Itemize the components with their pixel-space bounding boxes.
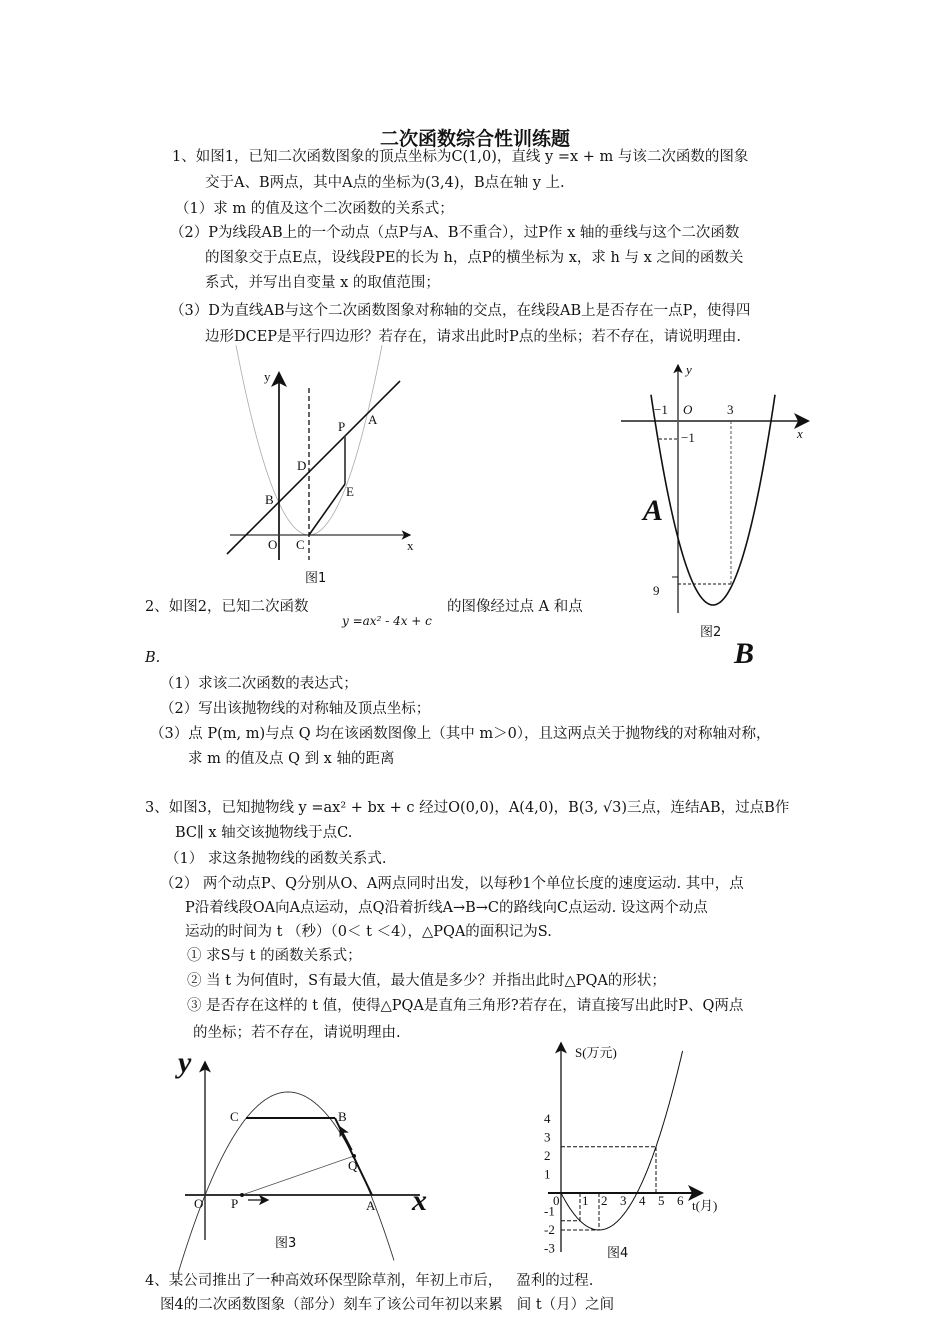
segment-pq bbox=[242, 1156, 354, 1195]
q3-part1: （1） 求这条抛物线的函数关系式. bbox=[165, 851, 387, 867]
q3-sub1: ① 求S与 t 的函数关系式； bbox=[187, 948, 362, 964]
q3-line: 的坐标；若不存在，请说明理由. bbox=[193, 1025, 401, 1041]
q1-part2: （2）P为线段AB上的一个动点（点P与A、B不重合），过P作 x 轴的垂线与这个二次函数 bbox=[170, 225, 740, 241]
y-tick-label: 3 bbox=[544, 1129, 551, 1145]
label-neg1: −1 bbox=[654, 402, 668, 417]
q3-sub2: ② 当 t 为何值时，S有最大值，最大值是多少？并指出此时△PQA的形状； bbox=[187, 973, 666, 989]
x-tick-label: 3 bbox=[620, 1193, 627, 1208]
label-a: A bbox=[366, 1198, 376, 1213]
page-title: 二次函数综合性训练题 bbox=[379, 128, 570, 150]
label-p: P bbox=[338, 419, 346, 434]
q4-line1b: 盈利的过程. bbox=[516, 1273, 594, 1289]
label-q: Q bbox=[348, 1158, 358, 1173]
x-tick-label: 0 bbox=[553, 1193, 560, 1208]
q4-line1a: 4、某公司推出了一种高效环保型除草剂，年初上市后， bbox=[145, 1273, 503, 1289]
q3-line: BC∥ x 轴交该抛物线于点C. bbox=[175, 825, 353, 841]
label-3: 3 bbox=[727, 402, 734, 417]
q3-line: P沿着线段OA向A点运动，点Q沿着折线A→B→C的路线向C点运动. 设这两个动点 bbox=[185, 900, 708, 916]
label-x: x bbox=[412, 1184, 427, 1217]
label-d: D bbox=[297, 458, 307, 473]
q2-part2: （2）写出该抛物线的对称轴及顶点坐标； bbox=[160, 701, 431, 717]
q2-part1: （1）求该二次函数的表达式； bbox=[160, 676, 358, 692]
x-tick-label: 2 bbox=[601, 1193, 608, 1208]
label-o: O bbox=[268, 537, 278, 552]
q2-line: 求 m 的值及点 Q 到 x 轴的距离 bbox=[188, 751, 395, 767]
figure-caption: 图2 bbox=[700, 625, 722, 640]
label-c: C bbox=[230, 1109, 239, 1124]
parabola-curve bbox=[651, 395, 775, 605]
label-a: A bbox=[643, 494, 664, 527]
dashed-guides bbox=[561, 1147, 656, 1230]
label-y: y bbox=[178, 1046, 192, 1079]
q2-intro-end: 的图像经过点 A 和点 bbox=[447, 599, 583, 615]
label-a: A bbox=[368, 412, 378, 427]
q3-part2: （2） 两个动点P、Q分别从O、A两点同时出发，以每秒1个单位长度的速度运动. 其中，点 bbox=[160, 876, 744, 892]
q1-line: 边形DCEP是平行四边形？若存在，请求出此时P点的坐标；若不存在，请说明理由. bbox=[205, 329, 741, 345]
figure-1 bbox=[227, 345, 414, 586]
q4-line2a: 图4的二次函数图象（部分）刻车了该公司年初以来累 bbox=[160, 1297, 503, 1313]
y-tick-label: 1 bbox=[544, 1166, 551, 1182]
figure-4 bbox=[544, 1043, 717, 1261]
label-c: C bbox=[296, 537, 305, 552]
arrow-q bbox=[340, 1127, 352, 1150]
y-tick-label: -1 bbox=[544, 1203, 555, 1219]
label-e: E bbox=[346, 484, 354, 499]
q3-line: 3、如图3，已知抛物线 y =ax² + bx + c 经过O(0,0)，A(4,0)，B(3, √3)三点，连结AB，过点B作 bbox=[145, 800, 790, 816]
q4-line2b: 间 t（月）之间 bbox=[516, 1297, 615, 1313]
y-tick-label: 4 bbox=[544, 1111, 551, 1126]
label-b: B bbox=[265, 492, 274, 507]
q3-line: 运动的时间为 t （秒）（0＜ t ＜4），△PQA的面积记为S. bbox=[185, 924, 552, 940]
q1-line: 系式，并写出自变量 x 的取值范围； bbox=[205, 275, 440, 291]
figure-2 bbox=[621, 362, 808, 670]
x-tick-label: 1 bbox=[582, 1193, 589, 1208]
figure-caption: 图3 bbox=[275, 1236, 297, 1251]
figure-3 bbox=[175, 1046, 427, 1274]
label-b: B bbox=[734, 637, 755, 670]
label-b: B bbox=[338, 1109, 347, 1124]
q1-line: 的图象交于点E点，设线段PE的长为 h，点P的横坐标为 x，求 h 与 x 之间的函数关 bbox=[205, 250, 744, 266]
q2-intro: 2、如图2，已知二次函数 bbox=[145, 599, 309, 615]
label-y: y bbox=[686, 362, 692, 377]
label-p: P bbox=[231, 1196, 239, 1211]
q3-sub3: ③ 是否存在这样的 t 值，使得△PQA是直角三角形?若存在，请直接写出此时P、Q两点 bbox=[187, 998, 744, 1014]
label-9: 9 bbox=[653, 583, 660, 598]
figure-caption: 图1 bbox=[305, 571, 327, 586]
q1-part3: （3）D为直线AB与这个二次函数图象对称轴的交点，在线段AB上是否存在一点P，使得四 bbox=[170, 303, 751, 319]
x-tick-label: 4 bbox=[639, 1193, 646, 1208]
point-p bbox=[240, 1193, 244, 1197]
label-o: O bbox=[683, 402, 693, 417]
x-tick-label: 6 bbox=[677, 1193, 684, 1208]
label-o: O bbox=[194, 1196, 204, 1211]
label-y: y bbox=[264, 369, 271, 384]
q2-intro-cont: B. bbox=[145, 650, 161, 666]
tick-labels bbox=[544, 1111, 684, 1256]
label-x: x bbox=[407, 538, 414, 553]
label-x: x bbox=[797, 426, 803, 441]
q1-line: 交于A、B两点，其中A点的坐标为(3,4)，B点在轴 y 上. bbox=[205, 175, 565, 191]
y-tick-label: 2 bbox=[544, 1148, 551, 1163]
x-tick-label: 5 bbox=[658, 1193, 665, 1208]
q1-part1: （1）求 m 的值及这个二次函数的关系式； bbox=[175, 201, 454, 217]
y-tick-label: -2 bbox=[544, 1222, 555, 1237]
q2-formula: y =ax² - 4x + c bbox=[342, 614, 432, 628]
q1-line: 1、如图1，已知二次函数图象的顶点坐标为C(1,0)，直线 y =x + m 与该二次函数的图象 bbox=[172, 149, 749, 165]
q2-part3: （3）点 P(m, m)与点 Q 均在该函数图像上（其中 m＞0），且这两点关于抛物线的对称轴对称， bbox=[150, 726, 771, 742]
label-neg1: −1 bbox=[681, 430, 695, 445]
x-axis-label: t(月) bbox=[692, 1198, 718, 1213]
y-tick-label: -3 bbox=[544, 1240, 555, 1256]
y-axis-label: S(万元) bbox=[575, 1045, 617, 1060]
figure-caption: 图4 bbox=[607, 1246, 629, 1261]
segment-ce bbox=[309, 484, 345, 535]
